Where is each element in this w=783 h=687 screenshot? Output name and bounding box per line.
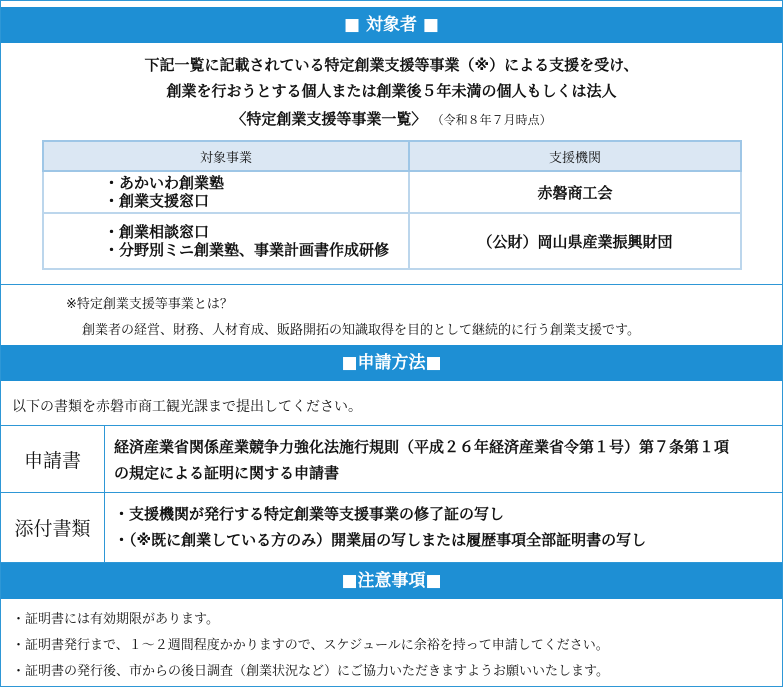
org-cell: 赤磐商工会	[409, 171, 741, 213]
list-date: （令和８年７月時点）	[431, 113, 552, 127]
business-item: ・あかいわ創業塾	[104, 174, 225, 192]
org-cell: （公財）岡山県産業振興財団	[409, 213, 741, 269]
note-body: 創業者の経営、財務、人材育成、販路開拓の知識取得を目的として継続的に行う創業支援です。	[82, 323, 640, 338]
table-header-row	[43, 141, 741, 171]
caution-header: ■注意事項■	[1, 563, 782, 599]
business-item: ・創業相談窓口	[104, 223, 210, 241]
business-cell	[43, 213, 409, 269]
caution-item: ・証明書発行まで、１～２週間程度かかりますので、スケジュールに余裕を持って申請してください。	[12, 638, 609, 653]
col-org-header: 支援機関	[409, 141, 741, 171]
apply-instruction: 以下の書類を赤磐市商工観光課まで提出してください。	[12, 399, 362, 415]
support-program-table	[42, 140, 742, 270]
content-line: の規定による証明に関する申請書	[114, 464, 340, 482]
col-business-header: 対象事業	[43, 141, 409, 171]
caution-item: ・証明書の発行後、市からの後日調査（創業状況など）にご協力いただきますようお願いいたします。	[12, 664, 609, 679]
row-label: 添付書類	[1, 492, 105, 562]
table-row	[43, 213, 741, 269]
row-content	[114, 434, 729, 486]
business-item: ・創業支援窓口	[104, 192, 210, 210]
content-line: ・（※既に創業している方のみ）開業届の写しまたは履歴事項全部証明書の写し	[114, 531, 647, 549]
row-content	[114, 501, 646, 553]
apply-header: ■申請方法■	[1, 345, 782, 381]
business-item: ・分野別ミニ創業塾、事業計画書作成研修	[104, 241, 390, 259]
application-form-row	[0, 425, 783, 493]
intro-line-2: 創業を行おうとする個人または創業後５年未満の個人もしくは法人	[166, 82, 617, 100]
attachment-row	[0, 492, 783, 563]
business-cell	[43, 171, 409, 213]
content-line: 経済産業省関係産業競争力強化法施行規則（平成２６年経済産業省令第１号）第７条第１項	[114, 438, 730, 456]
content-line: ・支援機関が発行する特定創業等支援事業の修了証の写し	[114, 505, 505, 523]
row-label: 申請書	[1, 426, 105, 492]
intro-line-1: 下記一覧に記載されている特定創業支援等事業（※）による支援を受け、	[144, 56, 639, 74]
target-header: ■ 対象者 ■	[1, 7, 782, 43]
note-title: ※特定創業支援等事業とは？	[66, 297, 233, 312]
divider	[0, 284, 783, 285]
table-row	[43, 171, 741, 213]
caution-item: ・証明書には有効期限があります。	[12, 612, 219, 627]
list-title-row	[0, 108, 783, 129]
list-title: 〈特定創業支援等事業一覧〉	[231, 110, 427, 128]
